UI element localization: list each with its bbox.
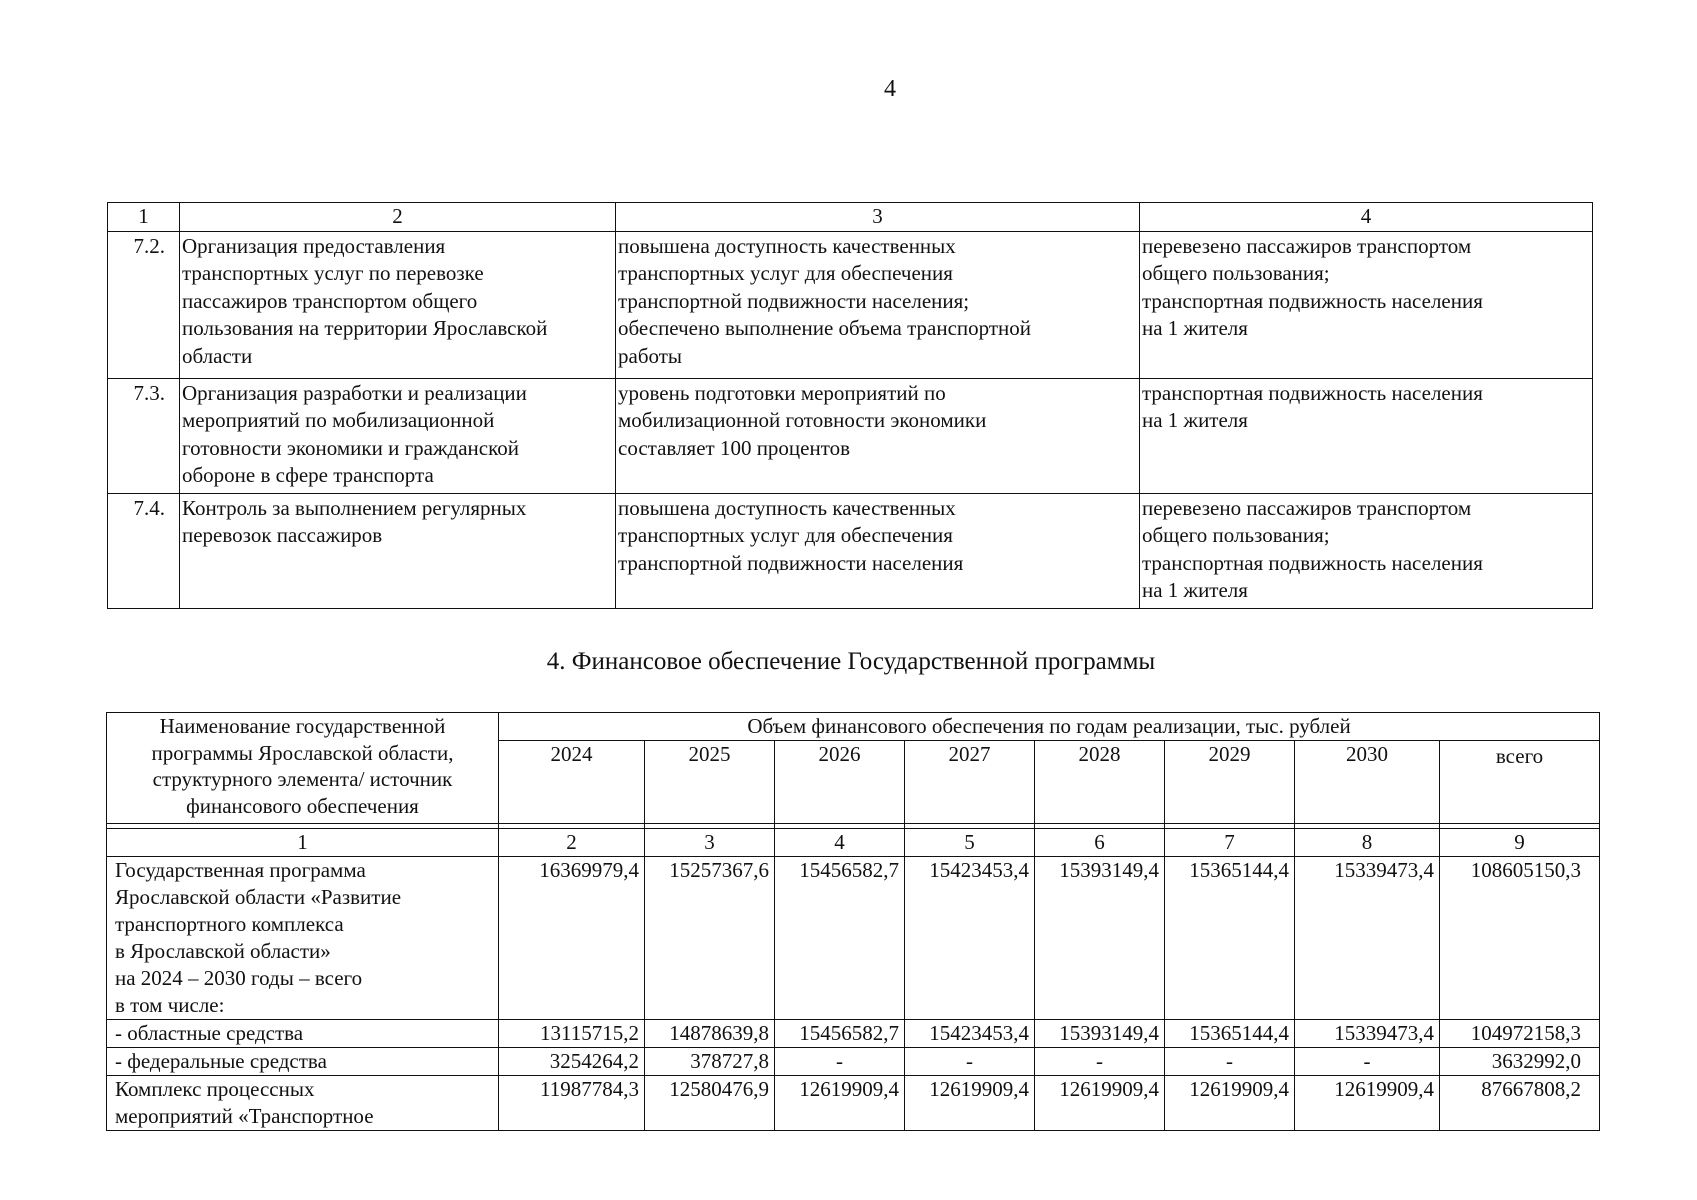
result-cell xyxy=(616,493,1140,608)
text-line: на 1 жителя xyxy=(1142,578,1248,602)
text-line: на 2024 – 2030 годы – всего xyxy=(115,966,363,990)
result-cell xyxy=(616,378,1140,493)
row-number: 7.2. xyxy=(108,231,180,378)
value-cell: 13115715,2 xyxy=(499,1020,645,1048)
text-line: транспортная подвижность населения xyxy=(1142,380,1483,405)
text-line: транспортных услуг для обеспечения xyxy=(618,523,953,547)
value-cell: 15365144,4 xyxy=(1165,1020,1295,1048)
section-title: 4. Финансовое обеспечение Государственной программы xyxy=(546,648,1156,675)
program-name-cell xyxy=(107,1076,499,1131)
source-name-cell: - областные средства xyxy=(107,1020,499,1048)
result-cell xyxy=(616,231,1140,378)
value-cell: - xyxy=(775,1048,905,1076)
column-number-cell: 5 xyxy=(905,829,1035,857)
column-number-cell: 2 xyxy=(499,829,645,857)
value-cell: 15393149,4 xyxy=(1035,1020,1165,1048)
measures-table xyxy=(107,202,1593,609)
text-line: транспортной подвижности населения xyxy=(618,550,964,575)
text-line: обороне в сфере транспорта xyxy=(182,463,434,487)
task-cell xyxy=(180,378,616,493)
year-header-cell: 2027 xyxy=(905,741,1035,824)
value-cell: 378727,8 xyxy=(645,1048,775,1076)
task-cell xyxy=(180,231,616,378)
text-line: на 1 жителя xyxy=(1142,316,1248,340)
text-line: общего пользования; xyxy=(1142,523,1330,547)
text-line: перевозок пассажиров xyxy=(182,523,383,547)
text-line: транспортная подвижность населения xyxy=(1142,550,1483,575)
value-cell: 15423453,4 xyxy=(905,1020,1035,1048)
value-cell: 12619909,4 xyxy=(775,1076,905,1131)
value-cell: - xyxy=(1165,1048,1295,1076)
table-row xyxy=(107,1048,1600,1076)
text-line: области xyxy=(182,343,253,368)
text-line: транспортная подвижность населения xyxy=(1142,288,1483,313)
column-number-cell: 8 xyxy=(1295,829,1440,857)
row-number: 7.4. xyxy=(108,493,180,608)
column-number-cell: 4 xyxy=(1140,203,1593,232)
table-row xyxy=(108,378,1593,493)
text-line: финансового обеспечения xyxy=(186,793,419,818)
total-value-cell: 104972158,3 xyxy=(1440,1020,1600,1048)
value-cell: 12619909,4 xyxy=(1165,1076,1295,1131)
column-number-cell: 1 xyxy=(107,829,499,857)
text-line: транспортных услуг для обеспечения xyxy=(618,261,953,285)
total-header-cell: всего xyxy=(1440,741,1600,824)
year-header-cell: 2028 xyxy=(1035,741,1165,824)
column-number-cell: 2 xyxy=(180,203,616,232)
value-cell: - xyxy=(1295,1048,1440,1076)
financing-table xyxy=(106,712,1600,1131)
value-cell: 15257367,6 xyxy=(645,857,775,1020)
value-cell: 15339473,4 xyxy=(1295,857,1440,1020)
text-line: транспортных услуг по перевозке xyxy=(182,261,484,285)
text-line: перевезено пассажиров транспортом xyxy=(1142,233,1472,258)
text-line: Ярославской области «Развитие xyxy=(115,885,402,909)
value-cell: 15456582,7 xyxy=(775,857,905,1020)
total-value-cell: 87667808,2 xyxy=(1440,1076,1600,1131)
table-header-row xyxy=(108,203,1593,232)
value-cell: 15456582,7 xyxy=(775,1020,905,1048)
text-line: обеспечено выполнение объема транспортной xyxy=(618,316,1032,340)
value-cell: 3254264,2 xyxy=(499,1048,645,1076)
table-row xyxy=(107,857,1600,1020)
text-line: в том числе: xyxy=(115,993,225,1017)
text-line: мероприятий «Транспортное xyxy=(115,1104,374,1128)
value-cell: 14878639,8 xyxy=(645,1020,775,1048)
text-line: Организация разработки и реализации xyxy=(182,380,527,405)
column-number-cell: 9 xyxy=(1440,829,1600,857)
text-line: Контроль за выполнением регулярных xyxy=(182,495,527,520)
year-header-cell: 2024 xyxy=(499,741,645,824)
program-name-cell xyxy=(107,857,499,1020)
text-line: пользования на территории Ярославской xyxy=(182,316,548,340)
indicator-cell xyxy=(1140,493,1593,608)
table-header-row xyxy=(107,713,1600,741)
total-value-cell: 108605150,3 xyxy=(1440,857,1600,1020)
value-cell: - xyxy=(1035,1048,1165,1076)
column-number-cell: 3 xyxy=(616,203,1140,232)
text-line: работы xyxy=(618,343,683,368)
text-line: повышена доступность качественных xyxy=(618,233,956,258)
page-number: 4 xyxy=(884,76,896,102)
total-value-cell: 3632992,0 xyxy=(1440,1048,1600,1076)
text-line: общего пользования; xyxy=(1142,261,1330,285)
text-line: в Ярославской области» xyxy=(115,939,331,963)
text-line: готовности экономики и гражданской xyxy=(182,435,519,460)
source-name-cell: - федеральные средства xyxy=(107,1048,499,1076)
text-line: транспортной подвижности населения; xyxy=(618,288,970,313)
value-cell: 15339473,4 xyxy=(1295,1020,1440,1048)
indicator-cell xyxy=(1140,231,1593,378)
text-line: Наименование государственной xyxy=(159,714,446,738)
value-cell: 12580476,9 xyxy=(645,1076,775,1131)
value-cell: - xyxy=(905,1048,1035,1076)
table-row xyxy=(107,1020,1600,1048)
value-cell: 15423453,4 xyxy=(905,857,1035,1020)
text-line: перевезено пассажиров транспортом xyxy=(1142,495,1472,520)
column-number-row xyxy=(107,829,1600,857)
text-line: структурного элемента/ источник xyxy=(152,767,453,791)
table-row xyxy=(107,1076,1600,1131)
year-header-cell: 2029 xyxy=(1165,741,1295,824)
text-line: Организация предоставления xyxy=(182,233,446,258)
table-row xyxy=(108,231,1593,378)
text-line: составляет 100 процентов xyxy=(618,435,851,460)
value-cell: 11987784,3 xyxy=(499,1076,645,1131)
text-line: мобилизационной готовности экономики xyxy=(618,408,987,432)
year-header-cell: 2026 xyxy=(775,741,905,824)
text-line: транспортного комплекса xyxy=(115,912,344,936)
task-cell xyxy=(180,493,616,608)
column-number-cell: 4 xyxy=(775,829,905,857)
text-line: пассажиров транспортом общего xyxy=(182,288,478,313)
year-header-cell: 2030 xyxy=(1295,741,1440,824)
table-row xyxy=(108,493,1593,608)
value-cell: 12619909,4 xyxy=(1295,1076,1440,1131)
text-line: на 1 жителя xyxy=(1142,408,1248,432)
text-line: уровень подготовки мероприятий по xyxy=(618,380,946,405)
text-line: Государственная программа xyxy=(115,858,366,882)
indicator-cell xyxy=(1140,378,1593,493)
text-line: повышена доступность качественных xyxy=(618,495,956,520)
volume-header-cell: Объем финансового обеспечения по годам реализации, тыс. рублей xyxy=(499,713,1600,741)
value-cell: 15365144,4 xyxy=(1165,857,1295,1020)
value-cell: 16369979,4 xyxy=(499,857,645,1020)
row-number: 7.3. xyxy=(108,378,180,493)
value-cell: 12619909,4 xyxy=(1035,1076,1165,1131)
text-line: программы Ярославской области, xyxy=(151,740,454,765)
column-number-cell: 6 xyxy=(1035,829,1165,857)
text-line: Комплекс процессных xyxy=(115,1077,315,1101)
year-header-cell: 2025 xyxy=(645,741,775,824)
column-number-cell: 7 xyxy=(1165,829,1295,857)
column-number-cell: 3 xyxy=(645,829,775,857)
value-cell: 12619909,4 xyxy=(905,1076,1035,1131)
column-number-cell: 1 xyxy=(108,203,180,232)
name-header-cell xyxy=(107,713,499,824)
text-line: мероприятий по мобилизационной xyxy=(182,408,495,432)
value-cell: 15393149,4 xyxy=(1035,857,1165,1020)
